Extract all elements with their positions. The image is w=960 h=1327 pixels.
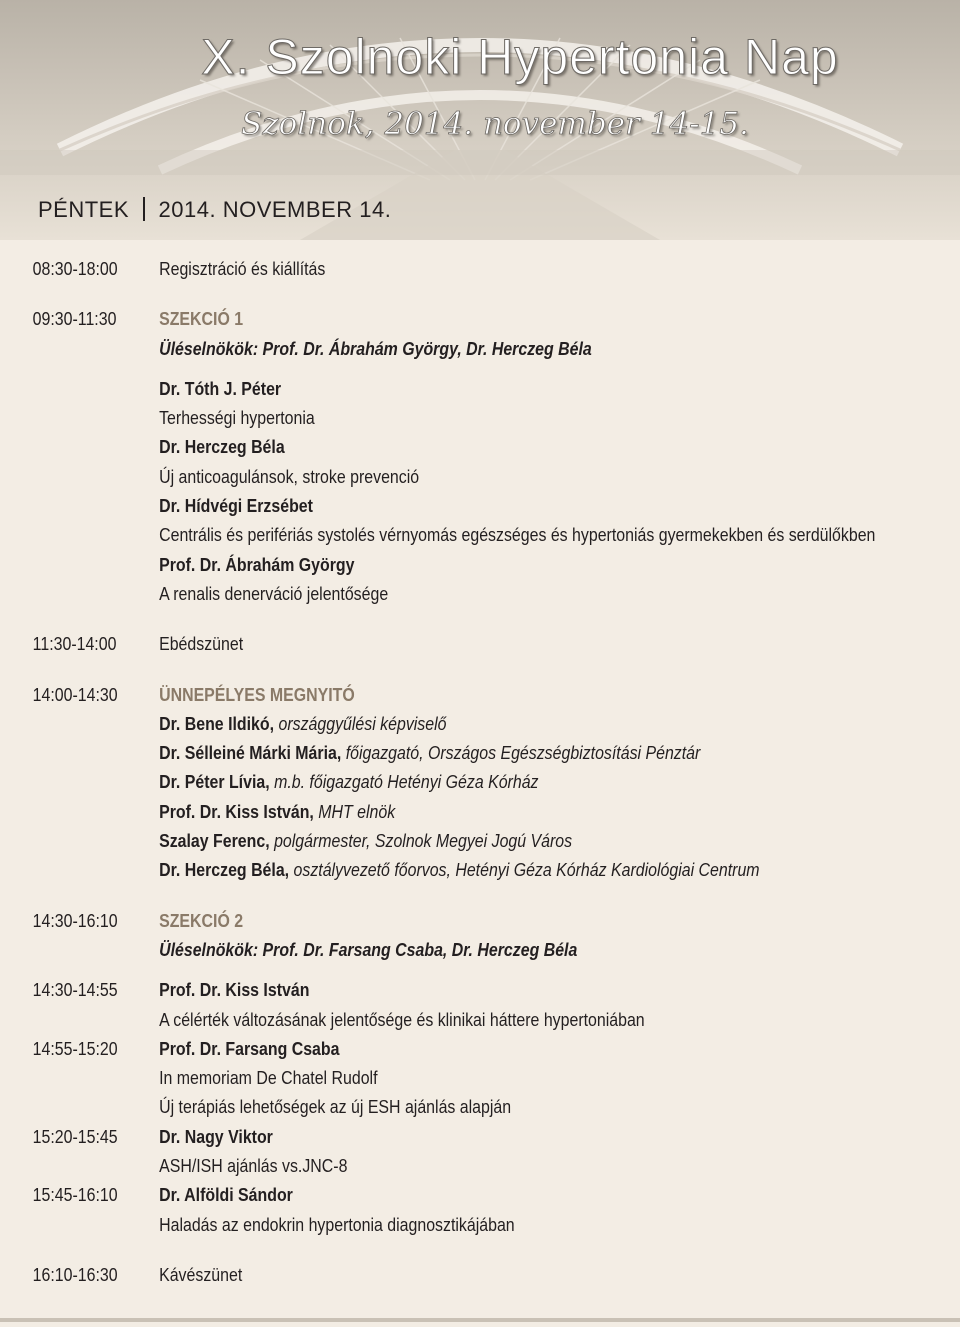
schedule-row-talk bbox=[0, 975, 826, 1034]
speaker-name: Prof. Dr. Ábrahám György bbox=[159, 553, 355, 575]
time-label: 14:00-14:30 bbox=[32, 683, 118, 705]
time-label: 15:45-16:10 bbox=[32, 1184, 118, 1206]
talk-topic: In memoriam De Chatel Rudolf bbox=[159, 1067, 378, 1089]
day-header bbox=[38, 197, 391, 223]
time-label: 14:55-15:20 bbox=[32, 1037, 118, 1059]
speaker-name: Dr. Hídvégi Erzsébet bbox=[159, 495, 313, 517]
time-label: 16:10-16:30 bbox=[32, 1263, 118, 1285]
time-label: 08:30-18:00 bbox=[32, 258, 118, 279]
time-label: 11:30-14:00 bbox=[32, 633, 117, 655]
weekday: PÉNTEK bbox=[38, 197, 130, 222]
schedule-row-talk bbox=[0, 1034, 826, 1122]
speaker-name: Dr. Nagy Viktor bbox=[159, 1125, 273, 1147]
schedule-row-coffee bbox=[0, 1260, 826, 1289]
opening-speaker: Szalay Ferenc, polgármester, Szolnok Megyei Jogú Város bbox=[159, 830, 573, 852]
chairs-line: Üléselnökök: Prof. Dr. Ábrahám György, Dr. Herczeg Béla bbox=[159, 337, 592, 359]
talk-topic: ASH/ISH ajánlás vs.JNC-8 bbox=[159, 1155, 348, 1177]
speaker-name: Prof. Dr. Farsang Csaba bbox=[159, 1037, 340, 1059]
talk-topic: Terhességi hypertonia bbox=[159, 407, 315, 429]
opening-speaker: Prof. Dr. Kiss István, MHT elnök bbox=[159, 800, 396, 822]
opening-speaker: Dr. Péter Lívia, m.b. főigazgató Hetényi Géza Kórház bbox=[159, 771, 539, 793]
speaker-name: Dr. Alföldi Sándor bbox=[159, 1184, 293, 1206]
schedule-row-talk bbox=[0, 1180, 826, 1239]
time-label: 14:30-16:10 bbox=[32, 909, 118, 931]
talk-topic: Új terápiás lehetőségek az új ESH ajánlás alapján bbox=[159, 1096, 512, 1118]
opening-speaker: Dr. Herczeg Béla, osztályvezető főorvos, Hetényi Géza Kórház Kardiológiai Centrum bbox=[159, 859, 760, 881]
event-label: Regisztráció és kiállítás bbox=[159, 258, 326, 279]
opening-speaker: Dr. Bene Ildikó, országgyűlési képviselő bbox=[159, 712, 447, 734]
schedule-row-session1 bbox=[0, 304, 876, 608]
schedule-row-registration bbox=[0, 254, 826, 283]
schedule-row-session2 bbox=[0, 906, 826, 965]
chairs-line: Üléselnökök: Prof. Dr. Farsang Csaba, Dr. Herczeg Béla bbox=[159, 938, 578, 960]
speaker-name: Dr. Herczeg Béla bbox=[159, 436, 285, 458]
talk-topic: Haladás az endokrin hypertonia diagnosztikájában bbox=[159, 1213, 515, 1235]
divider bbox=[143, 197, 145, 221]
section-title: SZEKCIÓ 2 bbox=[159, 909, 244, 931]
time-label: 15:20-15:45 bbox=[32, 1125, 118, 1147]
time-label: 14:30-14:55 bbox=[32, 979, 118, 1001]
schedule-row-opening bbox=[0, 680, 826, 885]
speaker-name: Dr. Tóth J. Péter bbox=[159, 377, 282, 399]
talk-topic: A célérték változásának jelentősége és klinikai háttere hypertoniában bbox=[159, 1008, 645, 1030]
opening-speaker: Dr. Sélleiné Márki Mária, főigazgató, Országos Egészségbiztosítási Pénztár bbox=[159, 742, 701, 764]
speaker-name: Prof. Dr. Kiss István bbox=[159, 979, 310, 1001]
date: 2014. NOVEMBER 14. bbox=[158, 197, 392, 222]
time-label: 09:30-11:30 bbox=[32, 308, 117, 330]
event-label: Ebédszünet bbox=[159, 633, 244, 655]
event-label: Kávészünet bbox=[159, 1263, 243, 1285]
schedule-row-lunch bbox=[0, 629, 826, 658]
footer-rule bbox=[0, 1318, 960, 1322]
talk-topic: Új anticoagulánsok, stroke prevenció bbox=[159, 465, 420, 487]
talk-topic: A renalis denerváció jelentősége bbox=[159, 582, 389, 604]
schedule-row-talk bbox=[0, 1122, 826, 1181]
talk-topic: Centrális és perifériás systolés vérnyomás egészséges és hypertoniás gyermekekben és serdülőkben bbox=[159, 524, 876, 546]
event-subtitle: Szolnok, 2014. november 14-15. bbox=[241, 106, 749, 142]
section-title: SZEKCIÓ 1 bbox=[159, 308, 244, 330]
program-schedule bbox=[0, 254, 876, 1289]
event-title: X. Szolnoki Hypertonia Nap bbox=[201, 29, 839, 85]
section-title: ÜNNEPÉLYES MEGNYITÓ bbox=[159, 683, 355, 705]
